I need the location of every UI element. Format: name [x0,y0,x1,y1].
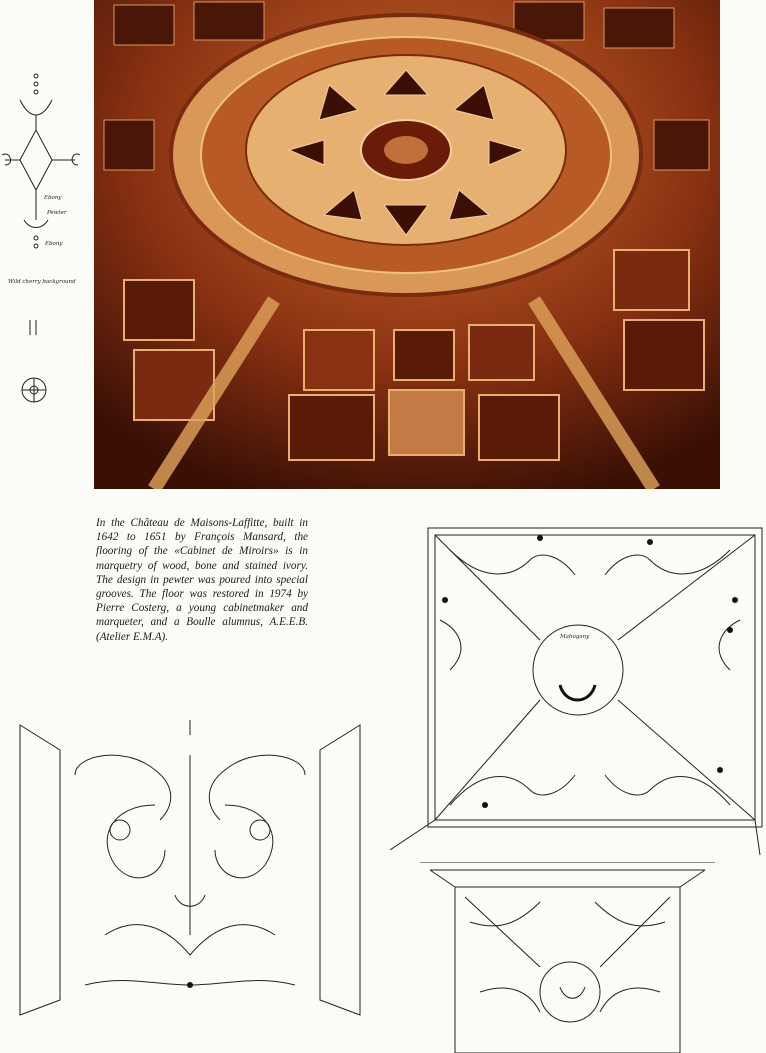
label-mahogany: Mahogany [560,634,590,640]
label-pewter: Pewter [47,210,67,216]
caption-text: In the Château de Maisons-Laffitte, built in 1642 to 1651 by François Mansard, the flooring of the «Cabinet de Miroirs» is in marquetry of wood, bone and stained ivory. The design in pewter was poured into special grooves. The floor was restored in 1974 by Pierre Costerg, a young cabinetmaker and marqueter, and a Boulle alumnus, A.E.E.B. (Atelier E.M.A). [96,517,308,643]
margin-motif-sketch [0,70,90,410]
acanthus-panel-sketch-left [15,715,365,1035]
label-ebony-bottom: Ebony [45,241,63,247]
label-wild-cherry-background: Wild cherry background [8,279,76,285]
photo-caption [96,516,308,644]
floor-photo [94,0,720,489]
rosette-panel-sketch-bottom [420,862,720,1053]
acanthus-panel-sketch-right [390,520,766,860]
label-ebony-top: Ebony [44,195,62,201]
